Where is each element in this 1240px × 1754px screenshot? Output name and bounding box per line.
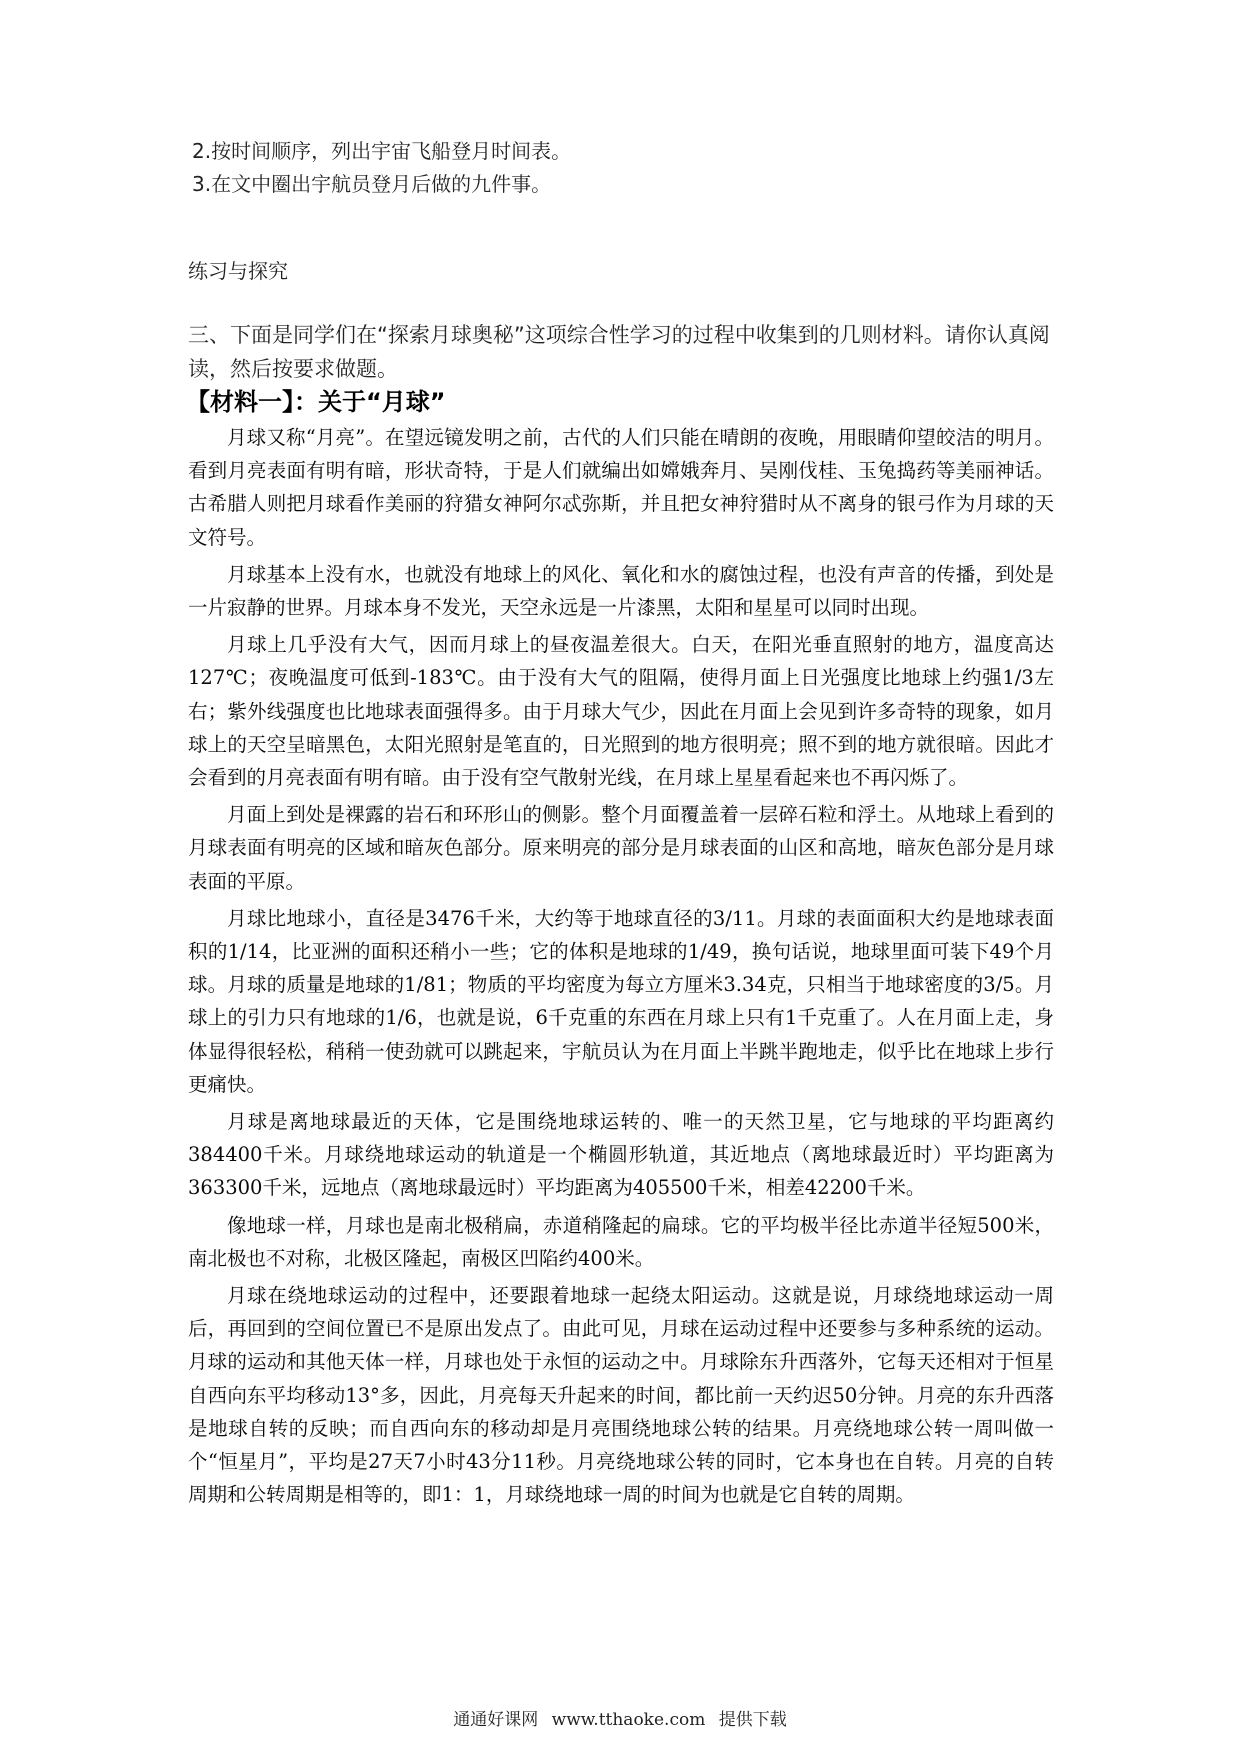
paragraph: 月球基本上没有水，也就没有地球上的风化、氧化和水的腐蚀过程，也没有声音的传播，到处是一片寂静的世界。月球本身不发光，天空永远是一片漆黑，太阳和星星可以同时出现。 — [188, 562, 1054, 620]
footer-site-name: 通通好课网 — [453, 1710, 539, 1730]
section-heading: 练习与探究 — [188, 259, 288, 283]
paragraph: 月球比地球小，直径是3476千米，大约等于地球直径的3/11。月球的表面面积大约是地球表面积的1/14，比亚洲的面积还稍小一些；它的体积是地球的1/49，换句话说，地球里面可装下49个月球。月球的质量是地球的1/81；物质的平均密度为每立方厘米3.34克，只相当于地球密度的3/5。月球上的引力只有地球的1/6，也就是说，6千克重的东西在月球上只有1千克重了。人在月面上走，身体显得很轻松，稍稍一使劲就可以跳起来，宇航员认为在月面上半跳半跑地走，似乎比在地球上步行更痛快。 — [188, 906, 1054, 1096]
paragraph: 月球上几乎没有大气，因而月球上的昼夜温差很大。白天，在阳光垂直照射的地方，温度高达127℃；夜晚温度可低到-183℃。由于没有大气的阻隔，使得月面上日光强度比地球上约强1/3左右；紫外线强度也比地球表面强得多。由于月球大气少，因此在月面上会见到许多奇特的现象，如月球上的天空呈暗黑色，太阳光照射是笔直的，日光照到的地方很明亮；照不到的地方就很暗。因此才会看到的月亮表面有明有暗。由于没有空气散射光线，在月球上星星看起来也不再闪烁了。 — [188, 633, 1054, 790]
paragraph: 月球在绕地球运动的过程中，还要跟着地球一起绕太阳运动。这就是说，月球绕地球运动一周后，再回到的空间位置已不是原出发点了。由此可见，月球在运动过程中还要参与多种系统的运动。月球的运动和其他天体一样，月球也处于永恒的运动之中。月球除东升西落外，它每天还相对于恒星自西向东平均移动13°多，因此，月亮每天升起来的时间，都比前一天约迟50分钟。月亮的东升西落是地球自转的反映；而自西向东的移动却是月亮围绕地球公转的结果。月亮绕地球公转一周叫做一个“恒星月”，平均是27天7小时43分11秒。月亮绕地球公转的同时，它本身也在自转。月亮的自转周期和公转周期是相等的，即1：1，月球绕地球一周的时间为也就是它自转的周期。 — [188, 1284, 1054, 1507]
page-footer — [0, 1705, 1240, 1730]
paragraph: 月球又称“月亮”。在望远镜发明之前，古代的人们只能在晴朗的夜晚，用眼睛仰望皎洁的明月。看到月亮表面有明有暗，形状奇特，于是人们就编出如嫦娥奔月、吴刚伐桂、玉兔捣药等美丽神话。古希腊人则把月球看作美丽的狩猎女神阿尔忒弥斯，并且把女神狩猎时从不离身的银弓作为月球的天文符号。 — [188, 426, 1054, 549]
question-3: 3.在文中圈出宇航员登月后做的九件事。 — [192, 172, 552, 196]
footer-suffix: 提供下载 — [718, 1710, 787, 1730]
intro-paragraph: 三、下面是同学们在“探索月球奥秘”这项综合性学习的过程中收集到的几则材料。请你认真阅读，然后按要求做题。 — [188, 323, 1050, 381]
question-2: 2.按时间顺序，列出宇宙飞船登月时间表。 — [192, 139, 572, 163]
material-title: 【材料一】：关于“月球” — [186, 388, 446, 416]
footer-url[interactable]: www.tthaoke.com — [551, 1710, 706, 1730]
paragraph: 像地球一样，月球也是南北极稍扁，赤道稍隆起的扁球。它的平均极半径比赤道半径短500米，南北极也不对称，北极区隆起，南极区凹陷约400米。 — [188, 1213, 1054, 1270]
material-body — [188, 421, 1054, 1516]
paragraph: 月球是离地球最近的天体，它是围绕地球运转的、唯一的天然卫星，它与地球的平均距离约384400千米。月球绕地球运动的轨道是一个椭圆形轨道，其近地点（离地球最近时）平均距离为363300千米，远地点（离地球最远时）平均距离为405500千米，相差42200千米。 — [188, 1110, 1054, 1200]
paragraph: 月面上到处是裸露的岩石和环形山的侧影。整个月面覆盖着一层碎石粒和浮土。从地球上看到的月球表面有明亮的区域和暗灰色部分。原来明亮的部分是月球表面的山区和高地，暗灰色部分是月球表面的平原。 — [188, 803, 1054, 893]
